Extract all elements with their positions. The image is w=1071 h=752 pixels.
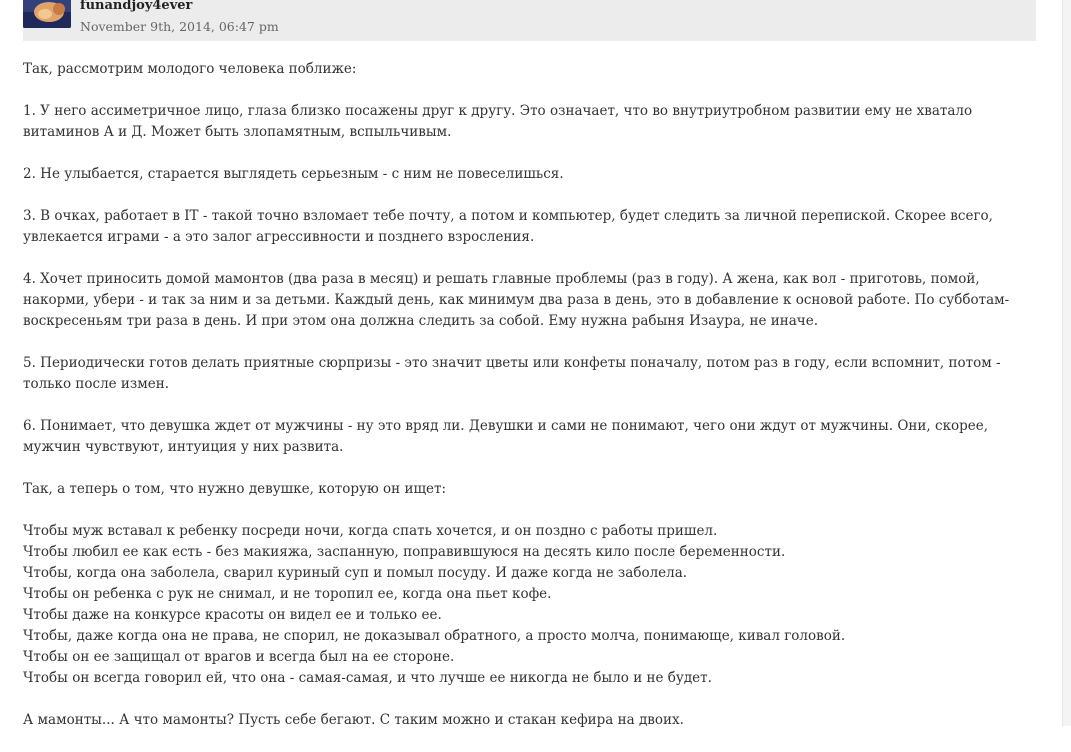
comment-point-4: 4. Хочет приносить домой мамонтов (два раза в месяц) и решать главные проблемы (раз в году). А жена, как вол - приготовь, помой, накорми, убери - и так за ним и за детьми. Каждый день, как минимум два раза в день, это в добавление к основой работе. По субботам-воскресеньям три раза в день. И при этом она должна следить за собой. Ему нужна рабыня Изаура, не иначе.: [23, 271, 1010, 329]
comment-point-2: 2. Не улыбается, старается выглядеть серьезным - с ним не повеселишься.: [23, 166, 564, 182]
comment-body: [23, 59, 1038, 752]
wish-line: Чтобы он всегда говорил ей, что она - самая-самая, и что лучше ее никогда не было и не будет.: [23, 670, 712, 686]
comment-wishes: [23, 521, 1038, 689]
comment-point-6: 6. Понимает, что девушка ждет от мужчины - ну это вряд ли. Девушки и сами не понимают, чего они ждут от мужчины. Они, скорее, мужчин чувствуют, интуиция у них развита.: [23, 418, 989, 455]
page-scroll-edge: [1062, 0, 1071, 726]
wish-line: Чтобы любил ее как есть - без макияжа, заспанную, поправившуюся на десять кило после беременности.: [23, 544, 786, 560]
comment-point-1: 1. У него ассиметричное лицо, глаза близко посажены друг к другу. Это означает, что во внутриутробном развитии ему не хватало витаминов А и Д. Может быть злопамятным, вспыльчивым.: [23, 103, 973, 140]
avatar-image: [23, 0, 71, 28]
comment-transition: Так, а теперь о том, что нужно девушке, которую он ищет:: [23, 481, 446, 497]
wish-line: Чтобы он ее защищал от врагов и всегда был на ее стороне.: [23, 649, 455, 665]
wish-line: Чтобы муж вставал к ребенку посреди ночи, когда спать хочется, и он поздно с работы пришел.: [23, 523, 718, 539]
comment-intro: Так, рассмотрим молодого человека поближе:: [23, 61, 357, 77]
wish-line: Чтобы даже на конкурсе красоты он видел ее и только ее.: [23, 607, 442, 623]
avatar[interactable]: [23, 0, 71, 28]
wish-line: Чтобы, даже когда она не права, не спорил, не доказывал обратного, а просто молча, понимающе, кивал головой.: [23, 628, 846, 644]
wish-line: Чтобы, когда она заболела, сварил куриный суп и помыл посуду. И даже когда не заболела.: [23, 565, 688, 581]
comment-date: November 9th, 2014, 06:47 pm: [80, 19, 279, 34]
comment-header: [23, 0, 1036, 41]
comment-author[interactable]: funandjoy4ever: [80, 0, 193, 13]
comment-point-5: 5. Периодически готов делать приятные сюрпризы - это значит цветы или конфеты поначалу, потом раз в году, если вспомнит, потом - только после измен.: [23, 355, 1001, 392]
comment-point-3: 3. В очках, работает в IT - такой точно взломает тебе почту, а потом и компьютер, будет следить за личной перепиской. Скорее всего, увлекается играми - а это залог агрессивности и позднего взросления.: [23, 208, 993, 245]
wish-line: Чтобы он ребенка с рук не снимал, и не торопил ее, когда она пьет кофе.: [23, 586, 552, 602]
comment-closing: А мамонты... А что мамонты? Пусть себе бегают. С таким можно и стакан кефира на двоих.: [23, 712, 684, 728]
